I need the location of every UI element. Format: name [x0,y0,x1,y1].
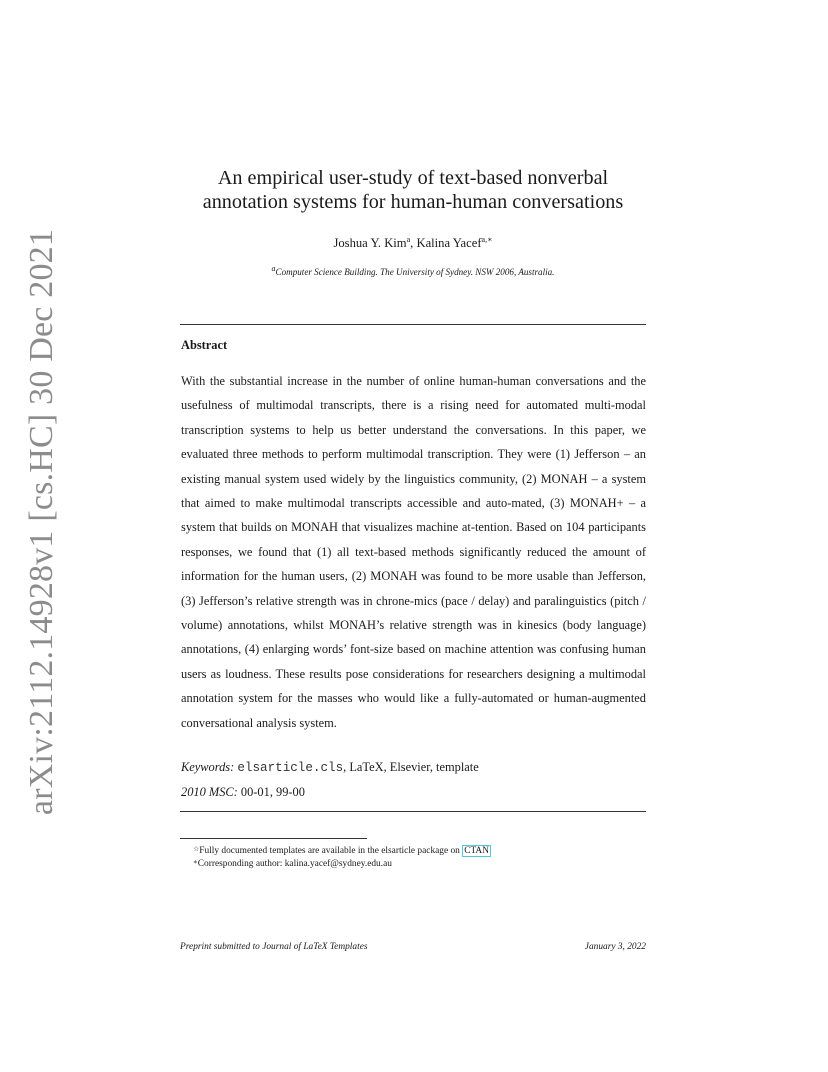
affiliation [180,264,646,277]
keywords-line [181,760,479,775]
paper-title: An empirical user-study of text-based nonverbal annotation systems for human-human conversations [202,167,624,213]
footnote-text: Fully documented templates are available in the elsarticle package on [199,846,463,856]
msc-label: 2010 MSC: [181,785,238,799]
author-affiliation-mark: a,∗ [481,235,493,244]
abstract-bottom-rule [180,811,646,812]
author-name: Kalina Yacef [416,236,482,251]
arxiv-identifier-stamp: arXiv:2112.14928v1 [cs.HC] 30 Dec 2021 [23,228,60,816]
abstract-heading: Abstract [181,338,228,352]
abstract-top-rule [180,324,646,325]
author-affiliation-mark: a [406,235,411,244]
footnote-mark: ☆ [193,845,200,853]
msc-value: 00-01, 99-00 [240,785,305,799]
author-name: Joshua Y. Kim [333,236,407,251]
footnote-text: Corresponding author: kalina.yacef@sydney.edu.au [197,859,392,869]
author-list [180,235,646,251]
preprint-date: January 3, 2022 [584,942,646,952]
keyword-class-file: elsarticle.cls [237,761,344,775]
msc-line [181,785,305,800]
footnote-rule [180,838,367,839]
affiliation-text: Computer Science Building. The University of Sydney. NSW 2006, Australia. [275,267,555,278]
abstract-text: With the substantial increase in the number of online human-human conversations and the usefulness of multimodal transcripts, there is a rising need for automated multi-modal transcription systems to help us better understand the conversations. In this paper, we evaluated three methods to perform multimodal transcription. They were (1) Jefferson – an existing manual system used widely by the linguistics community, (2) MONAH – a system that aimed to make multimodal transcripts accessible and auto-mated, (3) MONAH+ – a system that builds on MONAH that visualizes machine at-tention. Based on 104 participants responses, we found that (1) all text-based methods significantly reduced the amount of information for the human users, (2) MONAH was found to be more usable than Jefferson, (3) Jefferson’s relative strength was in chrone-mics (pace / delay) and paralinguistics (pitch / volume) annotations, whilst MONAH’s relative strength was in kinesics (body language) annotations, (4) enlarging words’ font-size based on machine attention was confusing human users as loudness. These results pose considerations for researchers designing a multimodal annotation system for the masses who would like a fully-automated or human-augmented conversational analysis system. [181,374,646,730]
author-separator: , [410,236,417,251]
keywords-label: Keywords: [181,760,235,774]
ctan-link[interactable]: CTAN [464,846,489,856]
keywords-rest: , LaTeX, Elsevier, template [343,760,479,774]
footnote-mark: ∗ [193,858,198,866]
preprint-note: Preprint submitted to Journal of LaTeX Templates [180,942,368,952]
footnote-templates [193,845,491,856]
affiliation-mark: a [271,264,276,273]
footnote-corresponding-author [193,858,392,869]
